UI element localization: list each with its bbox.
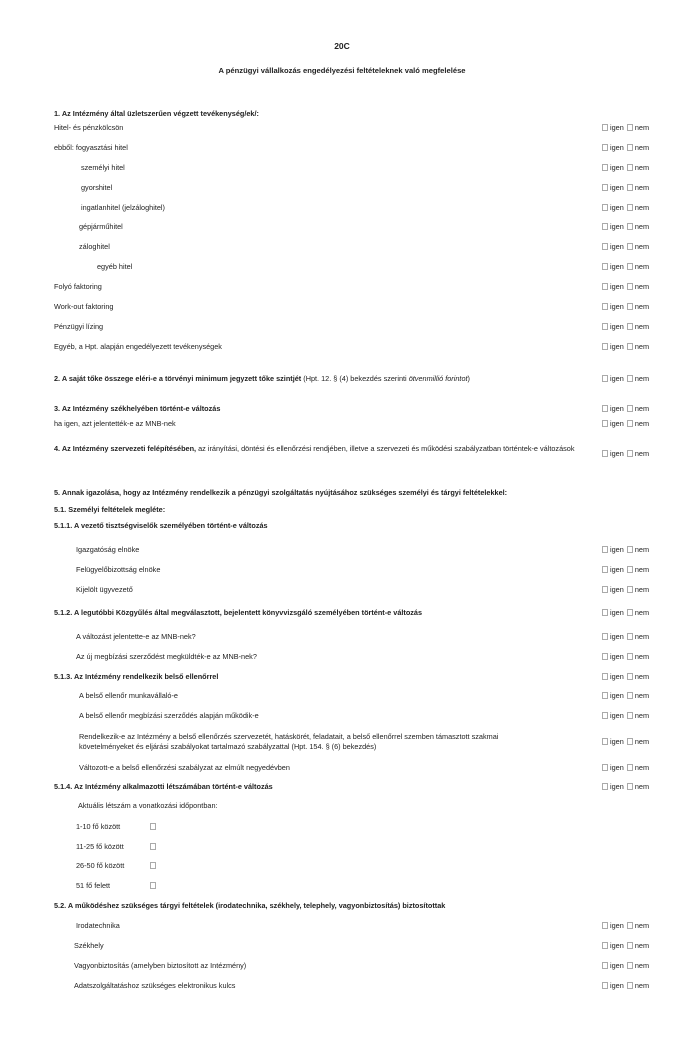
yes-checkbox[interactable] <box>602 144 608 151</box>
yes-checkbox[interactable] <box>602 204 608 211</box>
yes-no-options <box>601 242 649 252</box>
yes-no-options <box>601 262 649 272</box>
range-checkbox[interactable] <box>150 823 156 830</box>
yes-label: igen <box>610 711 624 720</box>
yes-label: igen <box>610 222 624 231</box>
yes-label: igen <box>610 419 624 428</box>
yes-no-options <box>601 691 649 701</box>
yes-no-options <box>601 143 649 153</box>
no-checkbox[interactable] <box>627 204 633 211</box>
no-label: nem <box>634 342 650 351</box>
yes-checkbox[interactable] <box>602 420 608 427</box>
no-checkbox[interactable] <box>627 263 633 270</box>
yes-label: igen <box>610 981 624 990</box>
yes-checkbox[interactable] <box>602 633 608 640</box>
no-label: nem <box>634 374 650 383</box>
range-checkbox[interactable] <box>150 843 156 850</box>
yes-no-options <box>601 737 649 747</box>
no-checkbox[interactable] <box>627 343 633 350</box>
no-checkbox[interactable] <box>627 164 633 171</box>
form-title: A pénzügyi vállalkozás engedélyezési feltételeknek való megfelelése <box>218 66 466 75</box>
no-label: nem <box>634 652 650 661</box>
no-checkbox[interactable] <box>627 942 633 949</box>
yes-no-options <box>601 961 649 971</box>
yes-checkbox[interactable] <box>602 343 608 350</box>
yes-label: igen <box>610 782 624 791</box>
no-checkbox[interactable] <box>627 673 633 680</box>
no-checkbox[interactable] <box>627 546 633 553</box>
yes-label: igen <box>610 737 624 746</box>
yes-no-options <box>601 672 649 682</box>
no-label: nem <box>634 449 650 458</box>
no-label: nem <box>634 183 650 192</box>
yes-no-options <box>601 222 649 232</box>
yes-no-options <box>601 981 649 991</box>
yes-label: igen <box>610 123 624 132</box>
no-checkbox[interactable] <box>627 420 633 427</box>
no-label: nem <box>634 163 650 172</box>
no-label: nem <box>634 404 650 413</box>
no-label: nem <box>634 262 650 271</box>
no-checkbox[interactable] <box>627 450 633 457</box>
section-4-text: az irányítási, döntési és ellenőrzési rendjében, illetve a szervezeti és működési szabályzatban történtek-e változások <box>196 444 575 453</box>
yes-label: igen <box>610 404 624 413</box>
no-label: nem <box>634 302 650 311</box>
no-label: nem <box>634 419 650 428</box>
yes-no-options <box>601 342 649 352</box>
yes-label: igen <box>610 183 624 192</box>
yes-checkbox[interactable] <box>602 609 608 616</box>
yes-no-options <box>601 711 649 721</box>
no-checkbox[interactable] <box>627 653 633 660</box>
no-checkbox[interactable] <box>627 586 633 593</box>
yes-label: igen <box>610 322 624 331</box>
yes-label: igen <box>610 608 624 617</box>
no-checkbox[interactable] <box>627 712 633 719</box>
yes-no-options <box>601 203 649 213</box>
yes-checkbox[interactable] <box>602 783 608 790</box>
yes-no-options <box>601 183 649 193</box>
yes-checkbox[interactable] <box>602 283 608 290</box>
no-label: nem <box>634 632 650 641</box>
yes-checkbox[interactable] <box>602 982 608 989</box>
yes-checkbox[interactable] <box>602 405 608 412</box>
yes-checkbox[interactable] <box>602 692 608 699</box>
yes-label: igen <box>610 545 624 554</box>
yes-no-options <box>601 322 649 332</box>
yes-checkbox[interactable] <box>602 566 608 573</box>
yes-label: igen <box>610 961 624 970</box>
yes-label: igen <box>610 143 624 152</box>
no-label: nem <box>634 123 650 132</box>
yes-checkbox[interactable] <box>602 124 608 131</box>
no-checkbox[interactable] <box>627 144 633 151</box>
yes-checkbox[interactable] <box>602 586 608 593</box>
yes-label: igen <box>610 691 624 700</box>
yes-checkbox[interactable] <box>602 243 608 250</box>
yes-label: igen <box>610 203 624 212</box>
yes-label: igen <box>610 652 624 661</box>
no-label: nem <box>634 941 650 950</box>
no-checkbox[interactable] <box>627 124 633 131</box>
yes-checkbox[interactable] <box>602 922 608 929</box>
yes-checkbox[interactable] <box>602 942 608 949</box>
no-checkbox[interactable] <box>627 184 633 191</box>
range-checkbox[interactable] <box>150 882 156 889</box>
yes-label: igen <box>610 163 624 172</box>
yes-checkbox[interactable] <box>602 375 608 382</box>
no-label: nem <box>634 545 650 554</box>
no-checkbox[interactable] <box>627 303 633 310</box>
section-2-bold: 2. A saját tőke összege eléri-e a törvényi minimum jegyzett tőke szintjét <box>54 374 302 383</box>
yes-no-options <box>601 608 649 618</box>
section-2-end: ) <box>467 374 470 383</box>
yes-no-options <box>601 404 649 414</box>
yes-checkbox[interactable] <box>602 712 608 719</box>
no-checkbox[interactable] <box>627 375 633 382</box>
yes-no-options <box>601 449 649 459</box>
yes-checkbox[interactable] <box>602 184 608 191</box>
no-checkbox[interactable] <box>627 982 633 989</box>
yes-no-options <box>601 302 649 312</box>
no-checkbox[interactable] <box>627 283 633 290</box>
section-2-italic: ötvenmillió forintot <box>408 374 468 383</box>
section-2-text: (Hpt. 12. § (4) bekezdés szerinti <box>301 374 409 383</box>
no-checkbox[interactable] <box>627 962 633 969</box>
no-checkbox[interactable] <box>627 783 633 790</box>
no-label: nem <box>634 585 650 594</box>
no-checkbox[interactable] <box>627 692 633 699</box>
yes-checkbox[interactable] <box>602 738 608 745</box>
no-checkbox[interactable] <box>627 323 633 330</box>
no-label: nem <box>634 691 650 700</box>
yes-no-options <box>601 941 649 951</box>
yes-no-options <box>601 652 649 662</box>
yes-label: igen <box>610 242 624 251</box>
yes-no-options <box>601 585 649 595</box>
no-label: nem <box>634 242 650 251</box>
yes-label: igen <box>610 282 624 291</box>
no-label: nem <box>634 322 650 331</box>
yes-no-options <box>601 282 649 292</box>
yes-checkbox[interactable] <box>602 653 608 660</box>
no-label: nem <box>634 961 650 970</box>
no-checkbox[interactable] <box>627 764 633 771</box>
no-checkbox[interactable] <box>627 243 633 250</box>
no-checkbox[interactable] <box>627 405 633 412</box>
yes-label: igen <box>610 262 624 271</box>
form-code: 20C <box>334 41 350 51</box>
yes-label: igen <box>610 374 624 383</box>
no-label: nem <box>634 672 650 681</box>
yes-label: igen <box>610 763 624 772</box>
yes-checkbox[interactable] <box>602 263 608 270</box>
yes-checkbox[interactable] <box>602 303 608 310</box>
no-label: nem <box>634 921 650 930</box>
no-label: nem <box>634 782 650 791</box>
yes-label: igen <box>610 585 624 594</box>
yes-no-options <box>601 921 649 931</box>
yes-label: igen <box>610 921 624 930</box>
yes-label: igen <box>610 941 624 950</box>
yes-no-options <box>601 632 649 642</box>
section-4-bold: 4. Az Intézmény szervezeti felépítésében, <box>54 444 197 453</box>
yes-checkbox[interactable] <box>602 450 608 457</box>
yes-no-options <box>601 545 649 555</box>
yes-checkbox[interactable] <box>602 223 608 230</box>
yes-no-options <box>601 419 649 429</box>
yes-checkbox[interactable] <box>602 546 608 553</box>
no-checkbox[interactable] <box>627 609 633 616</box>
yes-label: igen <box>610 565 624 574</box>
yes-label: igen <box>610 632 624 641</box>
yes-label: igen <box>610 672 624 681</box>
no-label: nem <box>634 981 650 990</box>
yes-no-options <box>601 163 649 173</box>
no-checkbox[interactable] <box>627 223 633 230</box>
yes-checkbox[interactable] <box>602 323 608 330</box>
no-label: nem <box>634 763 650 772</box>
yes-checkbox[interactable] <box>602 673 608 680</box>
yes-no-options <box>601 374 649 384</box>
yes-no-options <box>601 782 649 792</box>
yes-no-options <box>601 123 649 133</box>
yes-checkbox[interactable] <box>602 764 608 771</box>
no-label: nem <box>634 711 650 720</box>
yes-label: igen <box>610 302 624 311</box>
no-label: nem <box>634 737 650 746</box>
no-checkbox[interactable] <box>627 738 633 745</box>
no-label: nem <box>634 222 650 231</box>
range-checkbox[interactable] <box>150 862 156 869</box>
no-label: nem <box>634 143 650 152</box>
no-checkbox[interactable] <box>627 566 633 573</box>
yes-no-options <box>601 565 649 575</box>
yes-label: igen <box>610 342 624 351</box>
no-checkbox[interactable] <box>627 633 633 640</box>
no-label: nem <box>634 203 650 212</box>
no-label: nem <box>634 608 650 617</box>
no-label: nem <box>634 282 650 291</box>
yes-label: igen <box>610 449 624 458</box>
yes-checkbox[interactable] <box>602 962 608 969</box>
no-checkbox[interactable] <box>627 922 633 929</box>
yes-checkbox[interactable] <box>602 164 608 171</box>
yes-no-options <box>601 763 649 773</box>
no-label: nem <box>634 565 650 574</box>
